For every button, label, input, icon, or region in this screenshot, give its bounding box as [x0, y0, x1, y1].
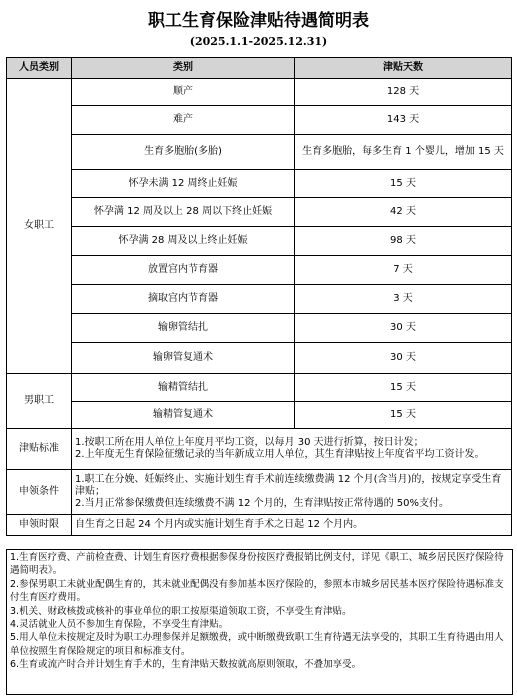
- table-row: [7, 374, 512, 402]
- header-category: 类别: [72, 58, 295, 79]
- row-days: 3 天: [295, 285, 512, 314]
- table-header-row: [7, 58, 512, 79]
- table-row: [7, 135, 512, 170]
- conditions-row: [7, 470, 512, 515]
- row-days: 生育多胞胎，每多生育 1 个婴儿，增加 15 天: [295, 135, 512, 170]
- standard-row: [7, 429, 512, 470]
- table-row: [7, 227, 512, 256]
- note-item: 1.生育医疗费、产前检查费、计划生育医疗费根据参保身份按医疗费报销比例支付，详见《职工、城乡居民医疗保险待遇简明表》。: [10, 552, 504, 577]
- row-category: 难产: [72, 106, 295, 135]
- table-row: [7, 79, 512, 106]
- row-category: 怀孕未满 12 周终止妊娠: [72, 170, 295, 198]
- standard-label: 津贴标准: [7, 429, 72, 470]
- row-days: 42 天: [295, 198, 512, 227]
- row-days: 128 天: [295, 79, 512, 106]
- row-category: 放置宫内节育器: [72, 256, 295, 285]
- row-days: 30 天: [295, 343, 512, 374]
- standard-line: 1.按职工所在用人单位上年度月平均工资，以每月 30 天进行折算，按日计发；: [75, 437, 424, 448]
- group-female: 女职工: [7, 79, 72, 374]
- table-row: [7, 256, 512, 285]
- note-item: 4.灵活就业人员不参加生育保险，不享受生育津贴。: [10, 619, 229, 631]
- table-row: [7, 198, 512, 227]
- table-row: [7, 314, 512, 343]
- note-item: 6.生育或流产时合并计划生育手术的，生育津贴天数按就高原则领取，不叠加享受。: [10, 659, 362, 671]
- deadline-row: [7, 515, 512, 536]
- note-item: 2.参保男职工未就业配偶生育的，其未就业配偶没有参加基本医疗保险的，参照本市城乡居民基本医疗保险待遇标准支付生育医疗费用。: [10, 578, 504, 604]
- row-category: 输精管结扎: [72, 374, 295, 402]
- allowance-table: [6, 57, 512, 536]
- deadline-text: 自生育之日起 24 个月内或实施计划生育手术之日起 12 个月内。: [72, 515, 512, 536]
- standard-line: 2.上年度无生育保险征缴记录的当年新成立用人单位，其生育津贴按上年度省平均工资计发。: [75, 449, 485, 460]
- table-row: [7, 402, 512, 429]
- row-category: 生育多胞胎(多胎): [72, 135, 295, 170]
- table-row: [7, 343, 512, 374]
- group-male: 男职工: [7, 374, 72, 429]
- table-row: [7, 170, 512, 198]
- row-days: 7 天: [295, 256, 512, 285]
- page-title: 职工生育保险津贴待遇简明表: [148, 11, 369, 31]
- note-item: 3.机关、财政核拨或核补的事业单位的职工按原渠道领取工资，不享受生育津贴。: [10, 605, 352, 617]
- note-item: 5.用人单位未按规定及时为职工办理参保并足额缴费，或中断缴费致职工生育待遇无法享受的，其职工生育待遇由用人单位按照生育保险规定的项目和标准支付。: [10, 632, 504, 657]
- table-row: [7, 285, 512, 314]
- standard-text: [72, 429, 512, 470]
- row-days: 143 天: [295, 106, 512, 135]
- conditions-text: [72, 470, 512, 515]
- row-category: 怀孕满 28 周及以上终止妊娠: [72, 227, 295, 256]
- row-category: 输卵管结扎: [72, 314, 295, 343]
- row-days: 15 天: [295, 170, 512, 198]
- row-days: 98 天: [295, 227, 512, 256]
- header-personnel-type: 人员类别: [7, 58, 72, 79]
- table-row: [7, 106, 512, 135]
- date-range: (2025.1.1-2025.12.31): [189, 35, 328, 48]
- row-days: 15 天: [295, 374, 512, 402]
- row-days: 30 天: [295, 314, 512, 343]
- row-category: 顺产: [72, 79, 295, 106]
- deadline-label: 申领时限: [7, 515, 72, 536]
- row-days: 15 天: [295, 402, 512, 429]
- row-category: 输卵管复通术: [72, 343, 295, 374]
- header-allowance-days: 津贴天数: [295, 58, 512, 79]
- row-category: 怀孕满 12 周及以上 28 周以下终止妊娠: [72, 198, 295, 227]
- notes-section: [6, 549, 513, 695]
- conditions-line: 1.职工在分娩、妊娠终止、实施计划生育手术前连续缴费满 12 个月(含当月)的，按规定享受生育津贴；: [75, 474, 502, 497]
- conditions-label: 申领条件: [7, 470, 72, 515]
- row-category: 摘取宫内节育器: [72, 285, 295, 314]
- conditions-line: 2.当月正常参保缴费但连续缴费不满 12 个月的，生育津贴按正常待遇的 50%支付。: [75, 498, 450, 509]
- row-category: 输精管复通术: [72, 402, 295, 429]
